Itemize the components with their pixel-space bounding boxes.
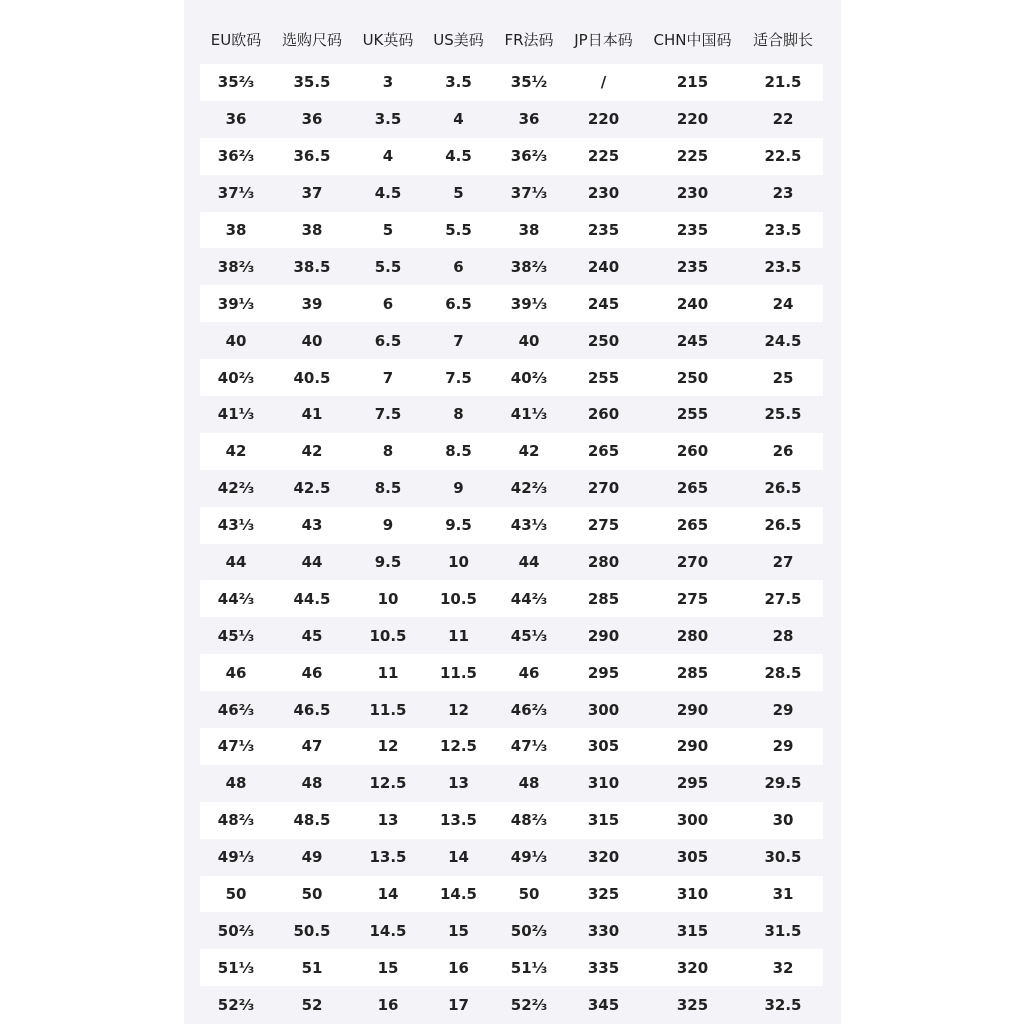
table-cell: 5.5	[352, 248, 424, 285]
table-cell: 14	[424, 839, 493, 876]
table-cell: 36	[272, 101, 352, 138]
table-row	[200, 396, 823, 433]
table-cell: 7.5	[424, 359, 493, 396]
table-cell: 235	[642, 212, 743, 249]
table-row	[200, 839, 823, 876]
table-cell: 51⅓	[493, 949, 565, 986]
table-cell: 44	[272, 544, 352, 581]
table-cell: 11	[352, 654, 424, 691]
table-cell: 43⅓	[493, 507, 565, 544]
table-cell: 275	[565, 507, 642, 544]
table-cell: 23.5	[743, 248, 823, 285]
table-cell: 38⅔	[200, 248, 272, 285]
table-row	[200, 765, 823, 802]
table-cell: 40	[493, 322, 565, 359]
table-cell: 290	[642, 691, 743, 728]
table-cell: 12.5	[352, 765, 424, 802]
table-cell: 13.5	[352, 839, 424, 876]
column-header: JP日本码	[574, 31, 633, 49]
table-cell: 41⅓	[493, 396, 565, 433]
table-cell: 46	[272, 654, 352, 691]
table-cell: 265	[642, 470, 743, 507]
table-cell: 310	[642, 876, 743, 913]
column-header: 适合脚长	[752, 31, 813, 49]
table-cell: 270	[642, 544, 743, 581]
table-cell: 10.5	[352, 617, 424, 654]
table-cell: 40⅔	[493, 359, 565, 396]
table-cell: 30.5	[743, 839, 823, 876]
table-cell: 46⅔	[493, 691, 565, 728]
table-row	[200, 285, 823, 322]
table-row	[200, 101, 823, 138]
table-cell: 28	[743, 617, 823, 654]
table-cell: 42⅔	[200, 470, 272, 507]
table-cell: 31	[743, 876, 823, 913]
table-cell: 230	[565, 175, 642, 212]
table-cell: 50	[493, 876, 565, 913]
table-cell: 36⅔	[200, 138, 272, 175]
table-cell: 4	[424, 101, 493, 138]
table-cell: 36	[200, 101, 272, 138]
table-row	[200, 138, 823, 175]
table-row	[200, 654, 823, 691]
column-header: UK英码	[362, 31, 414, 49]
table-cell: 6	[424, 248, 493, 285]
table-cell: /	[565, 64, 642, 101]
table-cell: 255	[642, 396, 743, 433]
table-cell: 21.5	[743, 64, 823, 101]
table-cell: 35⅔	[200, 64, 272, 101]
table-cell: 240	[642, 285, 743, 322]
table-cell: 43⅓	[200, 507, 272, 544]
table-cell: 22.5	[743, 138, 823, 175]
table-cell: 10	[424, 544, 493, 581]
table-cell: 48⅔	[200, 802, 272, 839]
table-cell: 225	[565, 138, 642, 175]
table-cell: 3.5	[424, 64, 493, 101]
table-cell: 4.5	[424, 138, 493, 175]
table-cell: 50⅔	[493, 912, 565, 949]
table-cell: 35.5	[272, 64, 352, 101]
table-cell: 260	[642, 433, 743, 470]
table-cell: 230	[642, 175, 743, 212]
table-cell: 250	[565, 322, 642, 359]
table-cell: 40⅔	[200, 359, 272, 396]
table-row	[200, 433, 823, 470]
column-header: FR法码	[504, 31, 554, 49]
table-cell: 320	[565, 839, 642, 876]
table-cell: 215	[642, 64, 743, 101]
table-cell: 280	[642, 617, 743, 654]
table-cell: 11.5	[352, 691, 424, 728]
table-row	[200, 580, 823, 617]
table-row	[200, 212, 823, 249]
table-cell: 37⅓	[200, 175, 272, 212]
table-cell: 26.5	[743, 507, 823, 544]
table-cell: 235	[565, 212, 642, 249]
table-cell: 220	[642, 101, 743, 138]
header-row	[200, 16, 823, 64]
table-cell: 15	[424, 912, 493, 949]
table-cell: 7.5	[352, 396, 424, 433]
table-cell: 8.5	[352, 470, 424, 507]
table-cell: 10.5	[424, 580, 493, 617]
table-cell: 4	[352, 138, 424, 175]
table-cell: 330	[565, 912, 642, 949]
table-cell: 10	[352, 580, 424, 617]
table-cell: 12.5	[424, 728, 493, 765]
table-cell: 48	[493, 765, 565, 802]
table-row	[200, 986, 823, 1023]
table-cell: 48	[272, 765, 352, 802]
table-cell: 44	[493, 544, 565, 581]
table-row	[200, 544, 823, 581]
table-cell: 36	[493, 101, 565, 138]
table-cell: 22	[743, 101, 823, 138]
table-cell: 25.5	[743, 396, 823, 433]
table-cell: 23	[743, 175, 823, 212]
table-row	[200, 876, 823, 913]
table-row	[200, 728, 823, 765]
table-cell: 305	[565, 728, 642, 765]
table-cell: 265	[642, 507, 743, 544]
table-cell: 40	[272, 322, 352, 359]
table-cell: 12	[424, 691, 493, 728]
table-cell: 44	[200, 544, 272, 581]
table-cell: 13	[424, 765, 493, 802]
table-cell: 9	[352, 507, 424, 544]
table-row	[200, 802, 823, 839]
table-cell: 7	[424, 322, 493, 359]
table-cell: 7	[352, 359, 424, 396]
table-cell: 285	[642, 654, 743, 691]
table-cell: 48	[200, 765, 272, 802]
table-cell: 50	[272, 876, 352, 913]
column-header: 选购尺码	[281, 31, 342, 49]
table-row	[200, 175, 823, 212]
table-cell: 265	[565, 433, 642, 470]
table-cell: 42	[272, 433, 352, 470]
table-cell: 38⅔	[493, 248, 565, 285]
table-cell: 41	[272, 396, 352, 433]
table-cell: 9	[424, 470, 493, 507]
table-row	[200, 912, 823, 949]
table-cell: 30	[743, 802, 823, 839]
table-cell: 5	[352, 212, 424, 249]
table-cell: 36⅔	[493, 138, 565, 175]
table-cell: 45⅓	[200, 617, 272, 654]
table-cell: 24	[743, 285, 823, 322]
table-cell: 28.5	[743, 654, 823, 691]
table-cell: 13.5	[424, 802, 493, 839]
table-cell: 290	[642, 728, 743, 765]
table-cell: 305	[642, 839, 743, 876]
table-row	[200, 949, 823, 986]
table-cell: 38	[493, 212, 565, 249]
table-cell: 43	[272, 507, 352, 544]
table-cell: 27	[743, 544, 823, 581]
table-cell: 8.5	[424, 433, 493, 470]
table-cell: 29	[743, 691, 823, 728]
table-row	[200, 617, 823, 654]
table-cell: 46⅔	[200, 691, 272, 728]
table-cell: 5.5	[424, 212, 493, 249]
table-cell: 285	[565, 580, 642, 617]
table-cell: 46.5	[272, 691, 352, 728]
table-cell: 45⅓	[493, 617, 565, 654]
table-cell: 52	[272, 986, 352, 1023]
table-cell: 46	[493, 654, 565, 691]
table-cell: 50⅔	[200, 912, 272, 949]
table-cell: 14.5	[352, 912, 424, 949]
table-cell: 290	[565, 617, 642, 654]
table-cell: 310	[565, 765, 642, 802]
table-cell: 6.5	[352, 322, 424, 359]
table-cell: 37⅓	[493, 175, 565, 212]
table-cell: 9.5	[352, 544, 424, 581]
table-cell: 49⅓	[493, 839, 565, 876]
table-row	[200, 359, 823, 396]
table-cell: 295	[565, 654, 642, 691]
table-cell: 335	[565, 949, 642, 986]
table-cell: 49⅓	[200, 839, 272, 876]
table-cell: 4.5	[352, 175, 424, 212]
table-cell: 47	[272, 728, 352, 765]
table-cell: 245	[565, 285, 642, 322]
table-body	[200, 64, 823, 1023]
table-cell: 44⅔	[493, 580, 565, 617]
table-cell: 42⅔	[493, 470, 565, 507]
table-cell: 235	[642, 248, 743, 285]
table-cell: 46	[200, 654, 272, 691]
table-cell: 270	[565, 470, 642, 507]
table-row	[200, 64, 823, 101]
table-cell: 220	[565, 101, 642, 138]
table-cell: 13	[352, 802, 424, 839]
table-cell: 225	[642, 138, 743, 175]
table-cell: 32.5	[743, 986, 823, 1023]
table-row	[200, 691, 823, 728]
table-cell: 44.5	[272, 580, 352, 617]
table-cell: 345	[565, 986, 642, 1023]
size-chart-panel	[184, 0, 841, 1024]
table-cell: 320	[642, 949, 743, 986]
size-chart-table	[200, 16, 823, 1023]
table-cell: 37	[272, 175, 352, 212]
table-cell: 38	[200, 212, 272, 249]
table-cell: 27.5	[743, 580, 823, 617]
table-cell: 245	[642, 322, 743, 359]
table-cell: 14	[352, 876, 424, 913]
table-cell: 51⅓	[200, 949, 272, 986]
table-cell: 26.5	[743, 470, 823, 507]
table-cell: 8	[352, 433, 424, 470]
table-cell: 12	[352, 728, 424, 765]
column-header: EU欧码	[210, 31, 262, 49]
table-cell: 6.5	[424, 285, 493, 322]
table-cell: 51	[272, 949, 352, 986]
table-cell: 38	[272, 212, 352, 249]
table-cell: 240	[565, 248, 642, 285]
table-cell: 17	[424, 986, 493, 1023]
column-header: US美码	[433, 31, 484, 49]
table-cell: 14.5	[424, 876, 493, 913]
table-cell: 42	[493, 433, 565, 470]
table-cell: 6	[352, 285, 424, 322]
table-cell: 9.5	[424, 507, 493, 544]
table-cell: 315	[642, 912, 743, 949]
table-cell: 36.5	[272, 138, 352, 175]
table-cell: 32	[743, 949, 823, 986]
table-cell: 255	[565, 359, 642, 396]
table-cell: 8	[424, 396, 493, 433]
table-cell: 295	[642, 765, 743, 802]
table-cell: 24.5	[743, 322, 823, 359]
table-row	[200, 470, 823, 507]
table-cell: 325	[565, 876, 642, 913]
column-header: CHN中国码	[653, 31, 732, 49]
table-cell: 47⅓	[200, 728, 272, 765]
table-row	[200, 248, 823, 285]
table-cell: 39⅓	[493, 285, 565, 322]
table-cell: 40.5	[272, 359, 352, 396]
table-cell: 5	[424, 175, 493, 212]
table-cell: 15	[352, 949, 424, 986]
table-cell: 280	[565, 544, 642, 581]
table-row	[200, 507, 823, 544]
table-cell: 260	[565, 396, 642, 433]
table-cell: 31.5	[743, 912, 823, 949]
table-cell: 325	[642, 986, 743, 1023]
table-cell: 42	[200, 433, 272, 470]
table-cell: 3.5	[352, 101, 424, 138]
table-cell: 300	[642, 802, 743, 839]
table-cell: 29.5	[743, 765, 823, 802]
table-cell: 50	[200, 876, 272, 913]
table-cell: 44⅔	[200, 580, 272, 617]
table-cell: 25	[743, 359, 823, 396]
table-cell: 45	[272, 617, 352, 654]
table-cell: 16	[352, 986, 424, 1023]
table-cell: 11	[424, 617, 493, 654]
table-cell: 315	[565, 802, 642, 839]
table-cell: 39	[272, 285, 352, 322]
table-cell: 50.5	[272, 912, 352, 949]
table-cell: 26	[743, 433, 823, 470]
table-cell: 11.5	[424, 654, 493, 691]
table-cell: 275	[642, 580, 743, 617]
table-cell: 3	[352, 64, 424, 101]
table-cell: 38.5	[272, 248, 352, 285]
table-cell: 35½	[493, 64, 565, 101]
table-cell: 39⅓	[200, 285, 272, 322]
table-cell: 49	[272, 839, 352, 876]
table-cell: 48⅔	[493, 802, 565, 839]
table-cell: 23.5	[743, 212, 823, 249]
table-cell: 48.5	[272, 802, 352, 839]
table-cell: 42.5	[272, 470, 352, 507]
table-row	[200, 322, 823, 359]
table-cell: 16	[424, 949, 493, 986]
table-cell: 300	[565, 691, 642, 728]
table-cell: 52⅔	[493, 986, 565, 1023]
table-cell: 52⅔	[200, 986, 272, 1023]
table-cell: 47⅓	[493, 728, 565, 765]
table-cell: 250	[642, 359, 743, 396]
table-cell: 40	[200, 322, 272, 359]
table-cell: 29	[743, 728, 823, 765]
table-cell: 41⅓	[200, 396, 272, 433]
